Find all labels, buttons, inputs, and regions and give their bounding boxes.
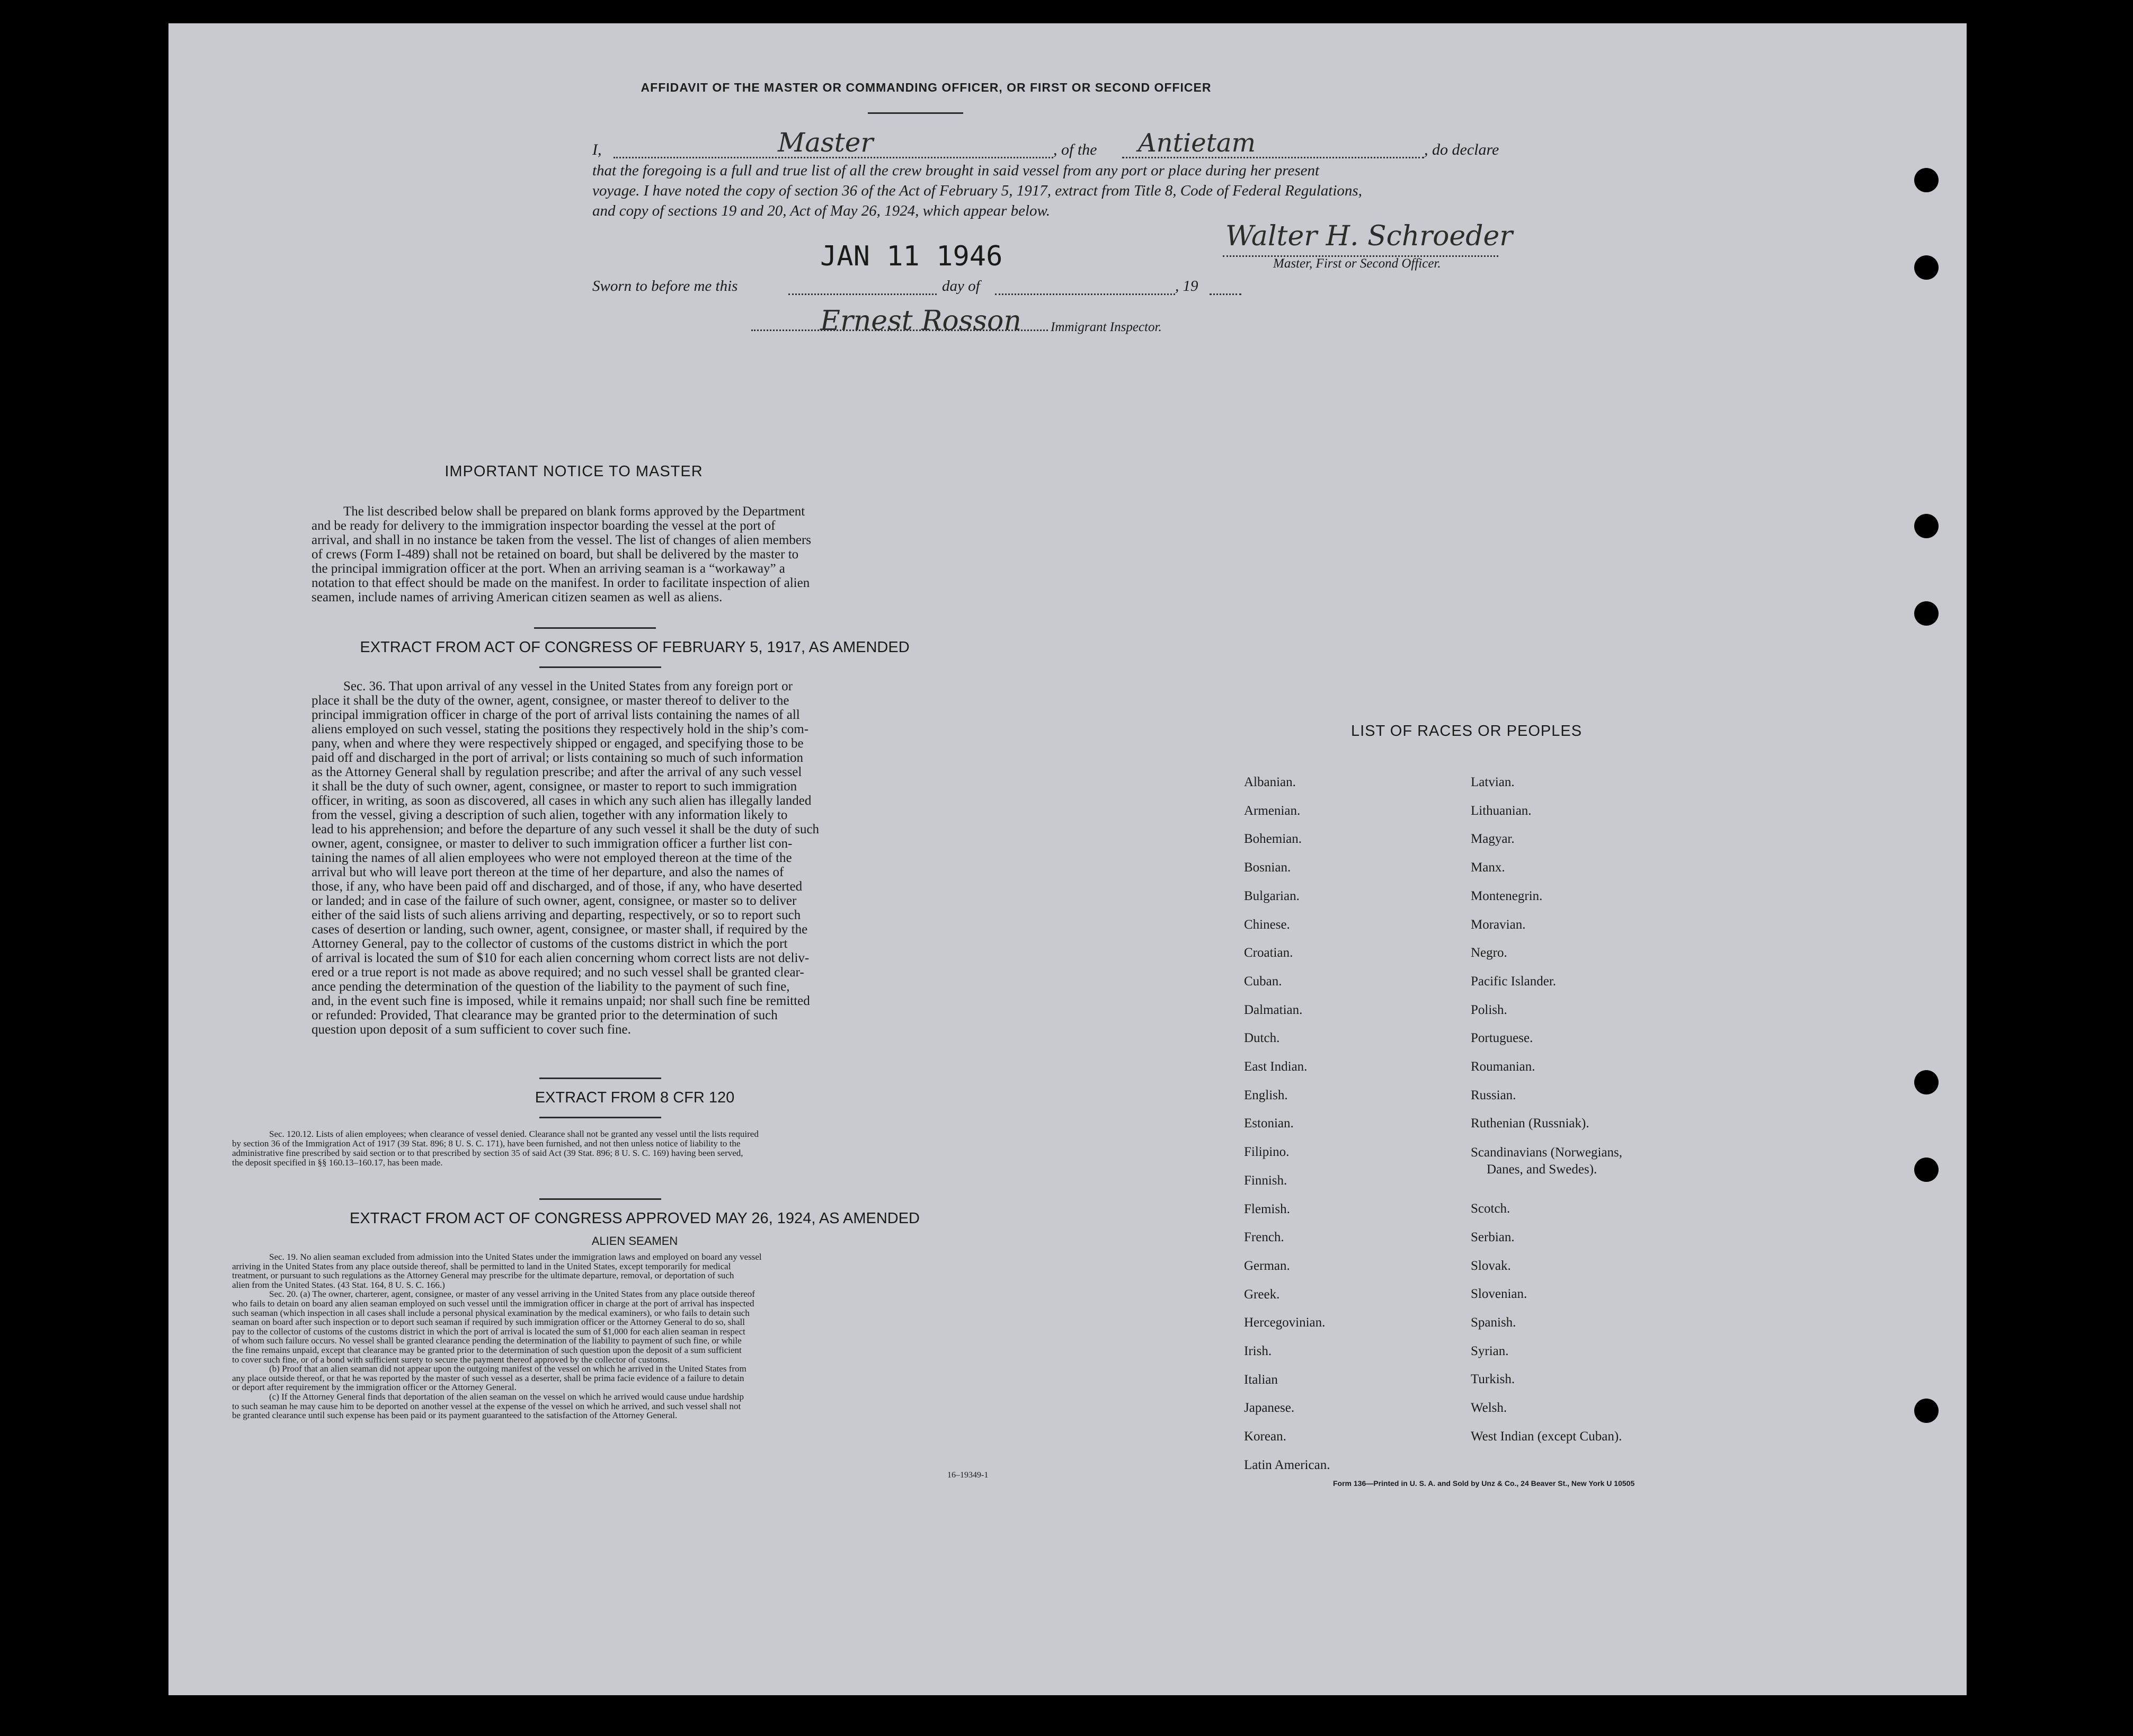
extract-1924-line-15: or deport after requirement by the immigration officer or the Attorney General. [232, 1382, 517, 1393]
extract-cfr-line-1: Sec. 120.12. Lists of alien employees; when clearance of vessel denied. Clearance shall not be granted any vessel until the lists required [269, 1129, 759, 1139]
extract-1917-line-17: either of the said lists of such aliens arriving and departing, respectively, or so to report such [312, 908, 801, 922]
extract-1917-title: EXTRACT FROM ACT OF CONGRESS OF FEBRUARY 5, 1917, AS AMENDED [360, 639, 910, 656]
race-item: Turkish. [1471, 1372, 1515, 1387]
race-item: Latvian. [1471, 775, 1515, 789]
race-item: Flemish. [1244, 1201, 1290, 1216]
extract-1924-line-5: Sec. 20. (a) The owner, charterer, agent, consignee, or master of any vessel arriving in the United States from any place outside thereof [269, 1289, 755, 1299]
race-item: Magyar. [1471, 832, 1515, 847]
extract-1924-line-14: any place outside thereof, or that he was reported by the master of such vessel as a deserter, shall be prima facie evidence of a failure to detain [232, 1373, 744, 1383]
punch-hole [1914, 1399, 1939, 1423]
race-item: Welsh. [1471, 1401, 1507, 1415]
extract-1924-line-12: to cover such fine, or of a bond with sufficient surety to secure the payment thereof approved by the collector of customs. [232, 1354, 670, 1365]
extract-1924-line-17: to such seaman he may cause him to be deported on another vessel at the expense of the vessel on which he arrived, and such vessel shall not [232, 1401, 741, 1411]
extract-1924-title: EXTRACT FROM ACT OF CONGRESS APPROVED MAY 26, 1924, AS AMENDED [350, 1210, 920, 1227]
extract-1917-line-3: principal immigration officer in charge of the port of arrival lists containing the names of all [312, 708, 800, 722]
race-item: Chinese. [1244, 917, 1290, 932]
race-item: Montenegrin. [1471, 888, 1543, 903]
extract-1917-line-2: place it shall be the duty of the owner, agent, consignee, or master thereof to deliver to the [312, 693, 789, 708]
master-name-handwritten: Master [778, 127, 874, 158]
extract-1917-end-rule [539, 1078, 661, 1079]
extract-cfr-line-3: administrative fine prescribed by said section or to that prescribed by section 35 of said Act (39 Stat. 896; 8 U. S. C. 169) having been served, [232, 1148, 743, 1158]
extract-1924-body [232, 1252, 1037, 1420]
affidavit-body-line-3: and copy of sections 19 and 20, Act of May 26, 1924, which appear below. [592, 202, 1050, 219]
race-item: Bosnian. [1244, 860, 1291, 875]
race-item: Danes, and Swedes). [1487, 1162, 1597, 1177]
footer-form-line: Form 136—Printed in U. S. A. and Sold by Unz & Co., 24 Beaver St., New York U 10505 [1333, 1479, 1635, 1488]
race-item: Ruthenian (Russniak). [1471, 1116, 1589, 1131]
master-signature: Walter H. Schroeder [1225, 220, 1513, 252]
race-item: Portuguese. [1471, 1031, 1533, 1046]
extract-1924-line-3: treatment, or pursuant to such regulations as the Attorney General may prescribe for the ultimate departure, removal, or deportation of such [232, 1270, 734, 1281]
title-rule [868, 112, 963, 114]
race-item: Serbian. [1471, 1230, 1515, 1244]
race-item: Bulgarian. [1244, 888, 1300, 903]
month-line [995, 293, 1175, 295]
punch-hole [1914, 255, 1939, 280]
race-item: Slovak. [1471, 1258, 1511, 1273]
race-item: Cuban. [1244, 974, 1282, 989]
year-prefix: , 19 [1175, 278, 1198, 295]
race-item: Moravian. [1471, 917, 1526, 932]
extract-cfr-body [232, 1129, 1037, 1168]
race-item: Polish. [1471, 1002, 1507, 1017]
extract-1924-subtitle: ALIEN SEAMEN [591, 1234, 678, 1248]
race-item: English. [1244, 1088, 1288, 1102]
extract-1917-line-4: aliens employed on such vessel, stating the positions they respectively hold in the ship’s com- [312, 722, 809, 736]
race-item: Greek. [1244, 1287, 1280, 1302]
race-item: Pacific Islander. [1471, 974, 1557, 989]
race-item: Russian. [1471, 1088, 1516, 1102]
extract-1924-line-6: who fails to detain on board any alien seaman employed on such vessel until the immigration officer in charge at the port of arrival has inspected [232, 1298, 754, 1308]
day-of-label: day of [942, 278, 980, 295]
extract-1917-line-10: from the vessel, giving a description of such alien, together with any information likely to [312, 808, 788, 822]
race-item: Scandinavians (Norwegians, [1471, 1145, 1623, 1160]
extract-1924-line-13: (b) Proof that an alien seaman did not appear upon the outgoing manifest of the vessel on which he arrived in the United States from [269, 1364, 746, 1374]
extract-1917-line-22: ance pending the determination of the question of the liability to the payment of such fine, [312, 980, 790, 994]
inspector-caption: Immigrant Inspector. [1051, 320, 1162, 334]
extract-cfr-title: EXTRACT FROM 8 CFR 120 [535, 1089, 735, 1106]
notice-body [312, 504, 913, 604]
race-item: Syrian. [1471, 1343, 1509, 1358]
race-item: Hercegovinian. [1244, 1315, 1326, 1330]
extract-1917-line-7: as the Attorney General shall by regulation prescribe; and after the arrival of any such vessel [312, 765, 802, 779]
extract-cfr-line-4: the deposit specified in §§ 160.13–160.17, has been made. [232, 1158, 443, 1168]
extract-1924-line-9: pay to the collector of customs of the customs district in which the port of arrival is located the sum of $1,000 for each alien seaman in respect [232, 1326, 745, 1337]
notice-line-5: the principal immigration officer at the port. When an arriving seaman is a “workaway” a [312, 562, 785, 576]
extract-1917-line-13: taining the names of all alien employees who were not employed thereon at the time of the [312, 851, 792, 865]
extract-1917-body [312, 679, 913, 1037]
extract-cfr-rule [539, 1117, 661, 1118]
year-line [1210, 293, 1241, 295]
race-item: Latin American. [1244, 1457, 1330, 1472]
race-item: Dalmatian. [1244, 1002, 1303, 1017]
race-item: Finnish. [1244, 1173, 1287, 1188]
race-item: Filipino. [1244, 1145, 1290, 1160]
extract-1917-line-1: Sec. 36. That upon arrival of any vessel in the United States from any foreign port or [343, 679, 793, 693]
extract-cfr-line-2: by section 36 of the Immigration Act of 1917 (39 Stat. 896; 8 U. S. C. 171), have been furnished, and not then unless notice of liability to the [232, 1138, 741, 1149]
notice-title: IMPORTANT NOTICE TO MASTER [445, 463, 703, 480]
of-the-label: , of the [1053, 141, 1097, 158]
do-declare-label: , do declare [1424, 141, 1499, 158]
date-stamp: JAN 11 1946 [820, 241, 1003, 272]
extract-1917-line-12: owner, agent, consignee, or master to deliver to such immigration officer a further list con- [312, 836, 793, 851]
notice-line-3: arrival, and shall in no instance be taken from the vessel. The list of changes of alien members [312, 533, 811, 547]
extract-1917-line-15: those, if any, who have been paid off and discharged, and of those, if any, who have deserted [312, 879, 803, 894]
race-item: German. [1244, 1258, 1290, 1273]
race-item: Negro. [1471, 946, 1507, 960]
races-title: LIST OF RACES OR PEOPLES [1351, 723, 1583, 740]
race-item: Dutch. [1244, 1031, 1280, 1046]
extract-1917-line-14: arrival but who will leave port thereon at the time of her departure, and also the names of [312, 865, 784, 879]
race-item: Roumanian. [1471, 1060, 1535, 1074]
races-column-2 [1471, 768, 1622, 1450]
extract-1917-line-8: it shall be the duty of such owner, agent, consignee, or master to report to such immigration [312, 779, 797, 794]
race-item: Spanish. [1471, 1315, 1516, 1330]
extract-1924-line-7: such seaman (which inspection in all cases shall include a personal physical examination by the medical examiners), or who fails to detain such [232, 1307, 750, 1318]
document-page [168, 23, 1967, 1695]
extract-1924-line-4: alien from the United States. (43 Stat. 164, 8 U. S. C. 166.) [232, 1279, 445, 1290]
notice-line-4: of crews (Form I-489) shall not be retained on board, but shall be delivered by the master to [312, 547, 799, 562]
affidavit-body-line-1: that the foregoing is a full and true list of all the crew brought in said vessel from any port or place during her present [592, 162, 1320, 179]
races-column-1 [1244, 768, 1330, 1480]
extract-1924-line-10: of whom such failure occurs. No vessel shall be granted clearance pending the determination of the liability to payment of such fine, or while [232, 1336, 742, 1346]
extract-1917-line-18: cases of desertion or landing, such owner, agent, consignee, or master shall, if required by the [312, 922, 808, 937]
extract-1917-line-21: ered or a true report is not made as above required; and no such vessel shall be granted clear- [312, 965, 804, 980]
extract-1917-line-9: officer, in writing, as soon as discovered, all cases in which any such alien has illegally landed [312, 794, 812, 808]
extract-1917-line-6: paid off and discharged in the port of arrival; or lists containing so much of such information [312, 751, 804, 765]
inspector-signature: Ernest Rosson [820, 305, 1021, 337]
affidavit-body-line-2: voyage. I have noted the copy of section 36 of the Act of February 5, 1917, extract from Title 8, Code of Federal Regulations, [592, 182, 1362, 199]
extract-1917-line-16: or landed; and in case of the failure of such owner, agent, consignee, or master so to deliver [312, 894, 797, 908]
race-item: Italian [1244, 1372, 1278, 1387]
extract-1917-line-5: pany, when and where they were respectively shipped or engaged, and specifying those to be [312, 736, 804, 751]
extract-1917-line-24: or refunded: Provided, That clearance may be granted prior to the determination of such [312, 1008, 778, 1022]
race-item: Lithuanian. [1471, 803, 1532, 818]
extract-1917-line-20: of arrival is located the sum of $10 for each alien concerning whom correct lists are not deliv- [312, 951, 810, 965]
extract-1924-line-18: be granted clearance until such expense has been paid or its payment guaranteed to the satisfaction of the Attorney General. [232, 1410, 678, 1421]
race-item: Japanese. [1244, 1401, 1295, 1415]
affidavit-title: AFFIDAVIT OF THE MASTER OR COMMANDING OFFICER, OR FIRST OR SECOND OFFICER [641, 81, 1212, 94]
day-line [788, 293, 937, 295]
race-item: Croatian. [1244, 946, 1293, 960]
extract-cfr-end-rule [539, 1198, 661, 1200]
extract-1917-line-11: lead to his apprehension; and before the departure of any such vessel it shall be the duty of such [312, 822, 820, 836]
punch-hole [1914, 1158, 1939, 1182]
notice-rule [534, 627, 656, 629]
race-item: Armenian. [1244, 803, 1301, 818]
extract-1924-line-16: (c) If the Attorney General finds that deportation of the alien seaman on the vessel on which he arrived would cause undue hardship [269, 1391, 744, 1402]
race-item: East Indian. [1244, 1060, 1308, 1074]
race-item: Albanian. [1244, 775, 1296, 789]
race-item: Estonian. [1244, 1116, 1294, 1131]
form-code: 16–19349-1 [947, 1471, 989, 1480]
punch-hole [1914, 1070, 1939, 1094]
notice-line-6: notation to that effect should be made on the manifest. In order to facilitate inspection of alien [312, 576, 810, 590]
extract-1924-line-8: seaman on board after such inspection or to deport such seaman if required by such immigration officer or the Attorney General to do so, shall [232, 1317, 745, 1328]
race-item: Irish. [1244, 1344, 1272, 1359]
vessel-name-handwritten: Antietam [1138, 128, 1256, 158]
notice-line-2: and be ready for delivery to the immigration inspector boarding the vessel at the port of [312, 519, 776, 533]
race-item: Slovenian. [1471, 1287, 1527, 1302]
notice-line-7: seamen, include names of arriving American citizen seamen as well as aliens. [312, 590, 723, 604]
inspector-signature-line [751, 330, 1048, 331]
extract-1924-line-11: the fine remains unpaid, except that clearance may be granted prior to the determination of such question upon the deposit of a sum sufficient [232, 1345, 742, 1355]
extract-1917-rule [539, 666, 661, 668]
punch-hole [1914, 168, 1939, 192]
race-item: Korean. [1244, 1429, 1286, 1444]
punch-hole [1914, 601, 1939, 626]
master-signature-caption: Master, First or Second Officer. [1273, 256, 1441, 271]
sworn-text: Sworn to before me this [592, 278, 738, 295]
extract-1924-line-1: Sec. 19. No alien seaman excluded from admission into the United States under the immigration laws and employed on board any vessel [269, 1252, 762, 1262]
race-item: West Indian (except Cuban). [1471, 1429, 1622, 1444]
punch-hole [1914, 514, 1939, 538]
race-item: Bohemian. [1244, 832, 1302, 847]
notice-line-1: The list described below shall be prepared on blank forms approved by the Department [343, 504, 805, 519]
i-label: I, [592, 141, 602, 158]
extract-1924-line-2: arriving in the United States from any place outside thereof, shall be permitted to land in the United States, except temporarily for medical [232, 1261, 731, 1271]
race-item: Manx. [1471, 860, 1505, 875]
race-item: Scotch. [1471, 1201, 1510, 1216]
extract-1917-line-19: Attorney General, pay to the collector of customs of the customs district in which the port [312, 937, 788, 951]
extract-1917-line-25: question upon deposit of a sum sufficient to cover such fine. [312, 1022, 631, 1037]
extract-1917-line-23: and, in the event such fine is imposed, while it remains unpaid; nor shall such fine be remitted [312, 994, 810, 1008]
race-item: French. [1244, 1230, 1284, 1245]
